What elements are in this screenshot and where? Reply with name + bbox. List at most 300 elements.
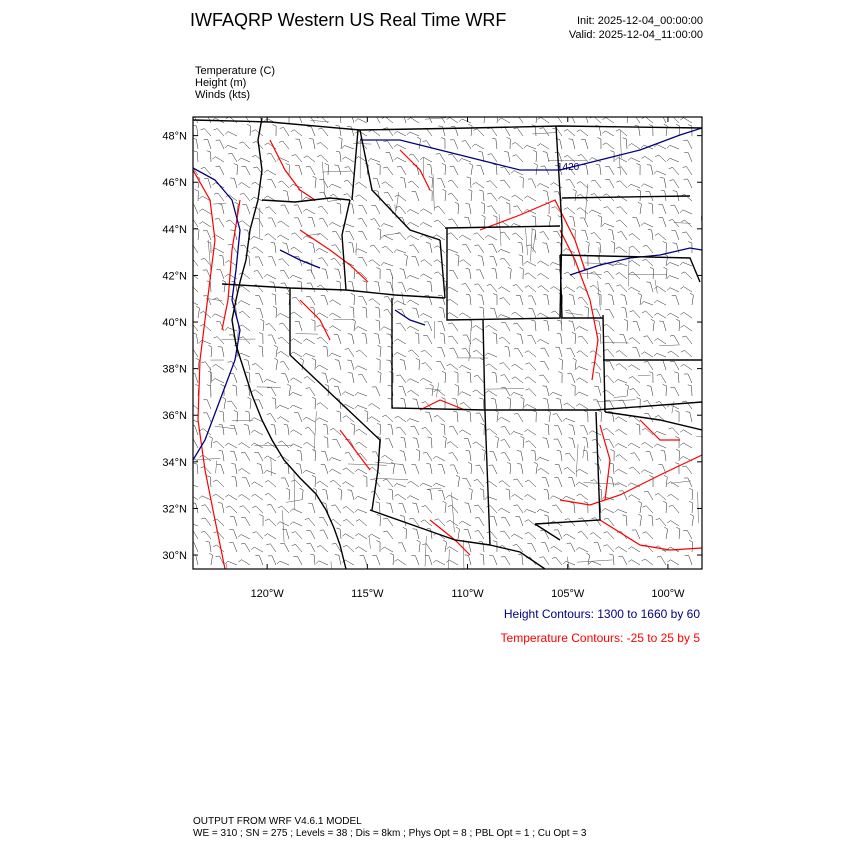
wind-barb bbox=[449, 270, 458, 279]
wind-barb bbox=[203, 400, 211, 409]
wind-barb bbox=[464, 217, 471, 227]
wind-barb bbox=[238, 158, 250, 162]
wind-barb bbox=[407, 390, 419, 396]
wind-barb bbox=[394, 559, 406, 565]
wind-barb bbox=[655, 155, 666, 162]
wind-barb bbox=[564, 208, 575, 214]
wind-barb bbox=[438, 321, 445, 331]
wind-barb bbox=[647, 165, 653, 175]
county-line bbox=[369, 536, 370, 549]
wind-barb bbox=[343, 506, 354, 513]
wind-barb bbox=[465, 203, 471, 214]
county-line bbox=[597, 400, 636, 402]
wind-barb bbox=[448, 336, 458, 344]
wind-barb bbox=[251, 236, 263, 240]
county-line bbox=[425, 118, 446, 119]
wind-barb bbox=[291, 480, 302, 487]
wind-barb bbox=[186, 523, 198, 526]
county-line bbox=[577, 560, 613, 562]
wind-barb bbox=[427, 164, 432, 175]
wind-barb bbox=[335, 269, 341, 279]
wind-barb bbox=[487, 531, 497, 539]
wind-barb bbox=[489, 465, 497, 474]
wind-barb bbox=[590, 272, 601, 279]
wind-barb bbox=[569, 295, 575, 305]
wind-barb bbox=[578, 297, 588, 305]
wind-barb bbox=[669, 505, 679, 513]
wind-barb bbox=[394, 250, 406, 253]
wind-barb bbox=[436, 114, 445, 123]
wind-barb bbox=[287, 384, 290, 396]
wind-barb bbox=[468, 189, 472, 201]
wind-barb bbox=[511, 392, 523, 396]
wind-barb bbox=[459, 313, 471, 318]
wind-barb bbox=[230, 373, 237, 383]
wind-barb bbox=[476, 270, 484, 279]
wind-barb bbox=[543, 191, 549, 201]
wind-barb bbox=[498, 249, 510, 253]
wind-barb bbox=[605, 179, 614, 188]
wind-barb bbox=[490, 308, 497, 318]
wind-barb bbox=[394, 339, 406, 344]
wind-barb bbox=[377, 228, 381, 240]
wind-barb bbox=[212, 378, 224, 383]
wind-barb bbox=[412, 308, 419, 318]
height-contour-legend: Height Contours: 1300 to 1660 by 60 bbox=[503, 607, 700, 621]
wind-barb bbox=[417, 137, 420, 149]
wind-barb bbox=[201, 505, 211, 513]
wind-barb bbox=[446, 287, 458, 292]
wind-barb bbox=[306, 388, 315, 396]
wind-barb bbox=[475, 531, 484, 539]
wind-barb bbox=[506, 203, 510, 214]
wind-barb bbox=[658, 114, 666, 123]
wind-barb bbox=[448, 219, 458, 227]
wind-barb bbox=[239, 311, 250, 318]
wind-barb bbox=[473, 442, 484, 448]
wind-barb bbox=[525, 389, 536, 396]
wind-barb bbox=[375, 307, 380, 318]
wind-barb bbox=[425, 412, 432, 422]
county-line bbox=[328, 200, 340, 202]
wind-barb bbox=[615, 379, 627, 383]
wind-barb bbox=[577, 208, 588, 214]
wind-barb bbox=[189, 439, 198, 448]
wind-barb bbox=[190, 205, 198, 214]
wind-barb bbox=[355, 405, 367, 409]
wind-barb bbox=[335, 125, 341, 136]
wind-barb bbox=[410, 245, 419, 253]
wind-barb bbox=[284, 424, 289, 435]
wind-barb bbox=[667, 521, 679, 526]
wind-barb bbox=[294, 205, 302, 214]
wind-barb bbox=[356, 442, 367, 448]
wind-barb bbox=[227, 401, 237, 409]
wind-barb bbox=[516, 295, 523, 305]
wind-barb bbox=[492, 372, 497, 383]
wind-barb bbox=[369, 299, 380, 305]
wind-barb bbox=[360, 555, 367, 565]
wind-barb bbox=[368, 403, 380, 409]
wind-barb bbox=[641, 184, 653, 188]
wind-barb bbox=[594, 386, 601, 396]
wind-barb bbox=[268, 218, 276, 227]
wind-barb bbox=[358, 257, 367, 266]
wind-barb bbox=[191, 425, 198, 435]
wind-barb bbox=[295, 321, 302, 331]
wind-barb bbox=[590, 285, 601, 292]
wind-barb bbox=[256, 308, 263, 318]
wind-barb bbox=[394, 131, 406, 136]
wind-barb bbox=[671, 231, 679, 240]
wind-barb bbox=[370, 245, 380, 253]
wind-barb bbox=[499, 337, 510, 344]
wind-barb bbox=[383, 518, 393, 526]
wind-barb bbox=[239, 142, 250, 149]
wind-barb bbox=[356, 519, 367, 526]
wind-barb bbox=[543, 152, 549, 162]
wind-barb bbox=[487, 193, 497, 201]
wind-barb bbox=[540, 361, 549, 370]
wind-barb bbox=[521, 397, 525, 409]
wind-barb bbox=[422, 427, 432, 435]
footer-line-2: WE = 310 ; SN = 275 ; Levels = 38 ; Dis = 8km ; Phys Opt = 8 ; PBL Opt = 1 ; Cu Opt = 3 bbox=[193, 828, 587, 839]
wind-barb bbox=[334, 334, 341, 344]
wind-barb bbox=[464, 529, 471, 539]
wind-barb bbox=[554, 478, 562, 487]
wind-barb bbox=[238, 468, 250, 474]
wind-barb bbox=[650, 267, 654, 279]
wind-barb bbox=[659, 360, 666, 370]
wind-barb bbox=[589, 210, 601, 214]
county-line bbox=[655, 280, 657, 294]
wind-barb bbox=[290, 339, 302, 344]
wind-barb bbox=[225, 495, 237, 500]
wind-barb bbox=[294, 114, 302, 123]
wind-barb bbox=[631, 453, 640, 461]
wind-barb bbox=[633, 321, 640, 331]
wind-barb bbox=[500, 232, 510, 240]
wind-barb bbox=[594, 542, 601, 552]
wind-barb bbox=[436, 153, 445, 162]
wind-barb bbox=[395, 195, 406, 201]
wind-barb bbox=[537, 313, 549, 318]
wind-barb bbox=[421, 350, 432, 357]
wind-barb bbox=[646, 451, 653, 461]
wind-barb bbox=[355, 249, 367, 253]
wind-barb bbox=[216, 140, 224, 149]
wind-barb bbox=[552, 505, 562, 513]
wind-barb bbox=[528, 296, 536, 305]
wind-barb bbox=[213, 545, 224, 552]
wind-barb bbox=[513, 479, 523, 487]
wind-barb bbox=[394, 144, 406, 149]
wind-barb bbox=[292, 544, 302, 552]
wind-barb bbox=[524, 145, 536, 149]
wind-barb bbox=[608, 229, 614, 240]
lat-label: 46°N bbox=[162, 177, 187, 190]
wind-barb bbox=[214, 337, 224, 344]
wind-barb bbox=[667, 313, 679, 318]
wind-barb bbox=[425, 555, 432, 565]
wind-barb bbox=[664, 124, 668, 136]
wind-barb bbox=[647, 386, 653, 396]
wind-barb bbox=[343, 545, 354, 552]
wind-barb bbox=[282, 529, 289, 539]
wind-barb bbox=[382, 455, 393, 461]
wind-barb bbox=[424, 114, 432, 123]
wind-barb bbox=[513, 206, 523, 214]
wind-barb bbox=[329, 326, 341, 331]
wind-barb bbox=[658, 205, 666, 214]
wind-barb bbox=[434, 246, 445, 253]
wind-barb bbox=[351, 423, 355, 435]
wind-barb bbox=[321, 451, 328, 461]
wind-barb bbox=[281, 478, 289, 487]
wind-barb bbox=[680, 312, 692, 318]
wind-barb bbox=[386, 153, 393, 162]
wind-barb bbox=[479, 541, 484, 552]
wind-barb bbox=[358, 374, 367, 383]
wind-barb bbox=[230, 516, 237, 526]
wind-barb bbox=[318, 206, 328, 214]
wind-barb bbox=[689, 501, 693, 513]
wind-barb bbox=[398, 283, 406, 292]
county-line bbox=[402, 292, 404, 305]
wind-barb bbox=[317, 142, 328, 149]
wind-barb bbox=[642, 559, 653, 565]
wind-barb bbox=[525, 441, 536, 448]
wind-barb bbox=[238, 301, 250, 305]
wind-barb bbox=[232, 385, 237, 396]
wind-barb bbox=[374, 281, 380, 292]
height-contour bbox=[280, 250, 320, 268]
county-line bbox=[525, 228, 527, 255]
wind-barb bbox=[566, 179, 575, 188]
wind-barb bbox=[297, 281, 302, 292]
wind-barb bbox=[200, 324, 211, 331]
wind-barb bbox=[576, 404, 588, 409]
field-height: Height (m) bbox=[195, 77, 247, 89]
wind-barb bbox=[423, 452, 432, 461]
wind-barb bbox=[532, 216, 536, 227]
wind-barb bbox=[498, 417, 510, 422]
wind-barb bbox=[688, 242, 692, 253]
wind-barb bbox=[520, 267, 524, 279]
wind-barb bbox=[581, 113, 588, 123]
wind-barb bbox=[317, 155, 328, 162]
wind-barb bbox=[413, 438, 419, 448]
wind-barb bbox=[438, 490, 445, 500]
wind-barb bbox=[527, 335, 536, 344]
wind-barb bbox=[663, 241, 667, 253]
wind-barb bbox=[465, 268, 471, 279]
wind-barb bbox=[362, 307, 367, 318]
wind-barb bbox=[264, 274, 276, 279]
wind-barb bbox=[191, 373, 198, 383]
wind-barb bbox=[212, 314, 224, 318]
wind-barb bbox=[225, 132, 237, 136]
wind-barb bbox=[200, 455, 211, 461]
wind-barb bbox=[525, 520, 536, 526]
wind-barb bbox=[342, 145, 354, 149]
wind-barb bbox=[329, 184, 341, 188]
wind-barb bbox=[456, 475, 459, 487]
wind-barb bbox=[267, 179, 276, 188]
county-line bbox=[322, 171, 351, 172]
wind-barb bbox=[661, 450, 666, 461]
wind-barb bbox=[186, 418, 198, 422]
wind-barb bbox=[473, 129, 484, 136]
wind-barb bbox=[232, 476, 237, 487]
county-line bbox=[614, 396, 627, 397]
wind-barb bbox=[569, 321, 575, 331]
wind-barb bbox=[623, 138, 627, 149]
wind-barb bbox=[667, 276, 679, 279]
county-line bbox=[208, 240, 211, 272]
wind-barb bbox=[655, 234, 666, 240]
wind-barb bbox=[520, 436, 524, 448]
wind-barb bbox=[420, 222, 432, 227]
wind-barb bbox=[618, 556, 627, 565]
wind-barb bbox=[434, 415, 445, 422]
wind-barb bbox=[448, 154, 458, 162]
wind-barb bbox=[459, 430, 471, 435]
wind-barb bbox=[428, 437, 432, 448]
wind-barb bbox=[252, 390, 263, 396]
wind-barb bbox=[442, 371, 446, 383]
wind-barb bbox=[615, 469, 627, 474]
county-line bbox=[698, 492, 699, 523]
wind-barb bbox=[240, 193, 250, 201]
wind-barb bbox=[512, 312, 523, 318]
wind-barb bbox=[689, 540, 693, 552]
wind-barb bbox=[464, 438, 471, 448]
wind-barb bbox=[467, 177, 471, 188]
wind-barb bbox=[317, 545, 328, 552]
wind-barb bbox=[466, 450, 471, 461]
wind-barb bbox=[477, 165, 484, 175]
wind-barb bbox=[622, 307, 627, 318]
wind-barb bbox=[684, 478, 692, 487]
wind-barb bbox=[543, 243, 549, 253]
wind-barb bbox=[427, 489, 432, 500]
wind-barb bbox=[469, 488, 473, 500]
wind-barb bbox=[219, 411, 224, 422]
wind-barb bbox=[675, 463, 679, 474]
wind-barb bbox=[213, 494, 224, 500]
wind-barb bbox=[449, 453, 458, 461]
wind-barb bbox=[376, 541, 380, 552]
wind-barb bbox=[569, 216, 575, 227]
wind-barb bbox=[559, 358, 563, 370]
wind-barb bbox=[684, 179, 692, 188]
wind-barb bbox=[669, 219, 679, 227]
wind-barb bbox=[348, 490, 354, 500]
wind-barb bbox=[578, 531, 588, 539]
wind-barb bbox=[277, 417, 289, 422]
county-line bbox=[486, 389, 524, 390]
wind-barb bbox=[573, 189, 577, 201]
wind-barb bbox=[578, 336, 588, 344]
wind-barb bbox=[646, 282, 653, 292]
wind-barb bbox=[430, 384, 434, 396]
wind-barb bbox=[513, 505, 523, 513]
wind-barb bbox=[410, 426, 419, 435]
wind-barb bbox=[316, 365, 328, 370]
wind-barb bbox=[605, 309, 614, 318]
wind-barb bbox=[636, 424, 640, 435]
wind-barb bbox=[555, 347, 562, 357]
wind-barb bbox=[371, 114, 380, 123]
wind-barb bbox=[342, 534, 354, 539]
wind-barb bbox=[569, 438, 575, 448]
wind-barb bbox=[268, 257, 276, 266]
lat-label: 44°N bbox=[162, 223, 187, 236]
wind-barb bbox=[466, 294, 471, 305]
wind-barb bbox=[541, 543, 549, 552]
wind-barb bbox=[629, 234, 640, 240]
temperature-contour bbox=[480, 200, 585, 270]
wind-barb bbox=[426, 243, 432, 253]
wind-barb bbox=[372, 556, 380, 565]
wind-barb bbox=[441, 424, 445, 435]
wind-barb bbox=[584, 502, 588, 513]
wind-barb bbox=[399, 113, 406, 123]
plot-title: IWFAQRP Western US Real Time WRF bbox=[190, 10, 507, 30]
wind-barb bbox=[331, 258, 341, 266]
wind-barb bbox=[473, 350, 484, 357]
wind-barb bbox=[388, 424, 393, 435]
wind-barb bbox=[433, 456, 445, 461]
wind-barb bbox=[407, 275, 419, 279]
wind-barb bbox=[411, 465, 419, 474]
wind-barb bbox=[576, 326, 588, 331]
wind-barb bbox=[520, 176, 524, 188]
wind-barb bbox=[557, 333, 562, 344]
wind-barb bbox=[644, 491, 653, 500]
wind-barb bbox=[336, 203, 341, 214]
wind-barb bbox=[334, 165, 341, 175]
wind-barb bbox=[371, 491, 380, 500]
wind-barb bbox=[345, 231, 354, 240]
wind-barb bbox=[680, 210, 692, 214]
wind-barb bbox=[667, 262, 679, 266]
wind-barb bbox=[208, 345, 212, 357]
wind-barb bbox=[390, 553, 394, 565]
wind-barb bbox=[384, 192, 393, 201]
wind-barb bbox=[329, 378, 341, 383]
wind-barb bbox=[501, 452, 510, 461]
wind-barb bbox=[203, 413, 211, 422]
wind-barb bbox=[252, 494, 263, 500]
wind-barb bbox=[347, 113, 354, 123]
wind-barb bbox=[586, 241, 590, 253]
wind-barb bbox=[498, 118, 510, 123]
wind-barb bbox=[659, 217, 666, 227]
wind-barb bbox=[573, 358, 577, 370]
wind-barb bbox=[213, 298, 224, 305]
wind-barb bbox=[604, 545, 614, 552]
wind-barb bbox=[253, 532, 263, 539]
wind-barb bbox=[642, 259, 653, 266]
wind-barb bbox=[242, 478, 250, 487]
wind-barb bbox=[581, 139, 588, 149]
wind-barb bbox=[511, 171, 523, 175]
wind-barb bbox=[596, 164, 601, 175]
wind-barb bbox=[423, 335, 432, 344]
wind-barb bbox=[408, 181, 419, 188]
